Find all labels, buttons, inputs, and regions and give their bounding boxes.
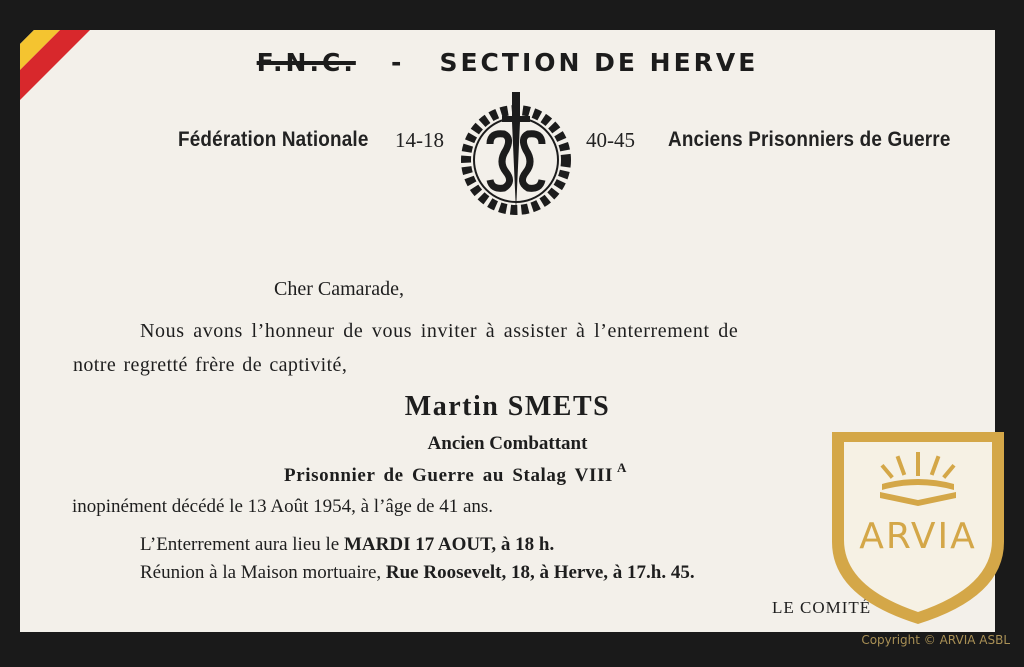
deceased-title-2 xyxy=(284,460,627,487)
funeral-prefix: L’Enterrement aura lieu le xyxy=(140,534,340,555)
meeting-info xyxy=(140,562,695,584)
meeting-prefix: Réunion à la Maison mortuaire, xyxy=(140,562,382,583)
greeting: Cher Camarade, xyxy=(274,278,404,300)
stalag-superscript: A xyxy=(616,460,627,475)
deceased-title-1: Ancien Combattant xyxy=(427,433,588,454)
year-range-second: 40-45 xyxy=(586,128,635,152)
federation-label-right: Anciens Prisonniers de Guerre xyxy=(668,128,951,151)
stalag-text: Prisonnier de Guerre au Stalag VIII xyxy=(284,465,613,486)
section-title: SECTION DE HERVE xyxy=(439,48,759,77)
fnc-emblem-icon xyxy=(460,88,572,216)
signature: LE COMITÉ xyxy=(772,598,872,617)
funeral-info xyxy=(140,534,554,556)
body-line-1: Nous avons l’honneur de vous inviter à assister à l’enterrement de xyxy=(140,320,739,342)
org-abbrev-struck: F.N.C. xyxy=(256,48,356,77)
body-line-2: notre regretté frère de captivité, xyxy=(73,354,348,376)
watermark-brand: ARVIA xyxy=(859,516,977,557)
meeting-place: Rue Roosevelt, 18, à Herve, à 17.h. 45. xyxy=(385,562,695,583)
deceased-name: Martin SMETS xyxy=(404,391,611,422)
copyright-notice: Copyright © ARVIA ASBL xyxy=(861,633,1010,647)
year-range-first: 14-18 xyxy=(395,128,444,152)
header-separator: - xyxy=(390,48,405,77)
header-title xyxy=(20,48,995,77)
federation-label-left: Fédération Nationale xyxy=(178,128,369,151)
death-notice: inopinément décédé le 13 Août 1954, à l’âge de 41 ans. xyxy=(72,496,494,517)
funeral-date: MARDI 17 AOUT, à 18 h. xyxy=(343,534,555,555)
